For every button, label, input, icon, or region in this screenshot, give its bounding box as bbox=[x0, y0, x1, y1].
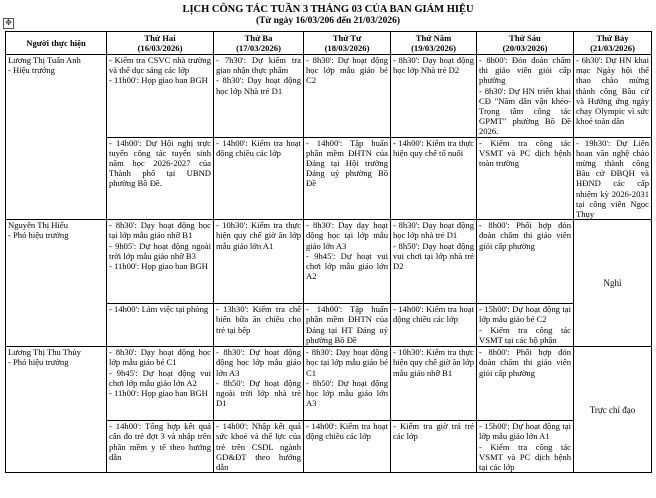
header-day-mon: Thứ Hai (16/03/2026) bbox=[107, 32, 214, 55]
schedule-cell: - 14h00': Tổng hợp kết quả cân đo trẻ đợt 3 và nhập trên phần mềm y tế theo hướng dẫn bbox=[107, 421, 214, 473]
schedule-cell: - 8h30': Dạy hoạt động học lớp mẫu giáo bé C1 - 9h45': Dự hoạt động vui chơi lớp mẫu giáo lớn A2 - 11h00': Họp giao ban BGH bbox=[107, 347, 214, 421]
schedule-cell: - 14h00': Dự Hội nghị trực tuyến công tác tuyển sinh năm học 2026-2027 của Thành phố tại UBND phường Bồ Đề. bbox=[107, 137, 214, 220]
schedule-cell: - 10h30': Kiểm tra thực hiện quy chế giờ ăn lớp mẫu giáo nhỡ B1 bbox=[391, 347, 477, 421]
schedule-cell: - 14h00': Kiểm tra hoạt động chiều các lớp bbox=[304, 421, 391, 473]
header-day-fri: Thứ Sáu (20/03/2026) bbox=[477, 32, 574, 55]
schedule-cell: - 13h30': Kiểm tra chế biến bữa ăn chiều cho trẻ tại bếp bbox=[214, 304, 304, 347]
schedule-cell: - Kiểm tra CSVC nhà trường và thể dục sáng các lớp - 11h00': Họp giao ban BGH bbox=[107, 55, 214, 138]
page-header bbox=[0, 4, 656, 27]
person-name: Lương Thị Thu Thủy bbox=[8, 347, 81, 358]
schedule-cell: - 8h00': Đón đoàn chấm thi giáo viên giỏi cấp phường - 8h30': Dự HN triển khai CĐ "Năm dân vận khéo- Trọng tâm công tác GPMT" phường Bồ Đề 2026. bbox=[477, 55, 574, 138]
table-row bbox=[6, 220, 652, 304]
person-cell bbox=[6, 347, 107, 473]
table-header-row bbox=[6, 32, 652, 55]
schedule-cell: - 8h00': Phối hợp đón đoàn chấm thi giáo viên giỏi cấp phường bbox=[477, 220, 574, 304]
schedule-cell: - 7h30': Dự kiểm tra giao nhận thực phẩm - 8h30': Dạy hoạt động học lớp Nhà trẻ D1 bbox=[214, 55, 304, 138]
schedule-cell: - 6h30': Dự HN khai mạc Ngày hội thể thao chào mừng thành công Bầu cử và Hưởng ứng ngày chạy Olympic vì sức khoẻ toàn dân bbox=[574, 55, 652, 138]
schedule-cell-off: Nghỉ bbox=[574, 220, 652, 347]
header-day-tue: Thứ Ba (17/03/2026) bbox=[214, 32, 304, 55]
person-role: - Hiệu trưởng bbox=[8, 65, 55, 76]
schedule-cell: - 14h00': Làm việc tại phòng bbox=[107, 304, 214, 347]
schedule-cell: - 15h00': Dự hoạt động tại lớp mẫu giáo lớn A1 - Kiểm tra công tác VSMT và PC dịch bệnh tại các lớp bbox=[477, 421, 574, 473]
person-role: - Phó hiệu trưởng bbox=[8, 230, 69, 241]
schedule-cell: - 8h30': Dạy hoạt động học lớp nhà trẻ D1 - 8h50': Dạy hoạt động vui chơi tại lớp nhà trẻ D2 bbox=[391, 220, 477, 304]
table-row bbox=[6, 55, 652, 138]
schedule-cell: - 14h00': Nhập kết quả sức khoẻ và thể lực của trẻ trên CSDL ngành GD&ĐT theo hướng dẫn bbox=[214, 421, 304, 473]
header-person: Người thực hiện bbox=[6, 32, 107, 55]
table-move-handle-icon[interactable]: ✥ bbox=[3, 18, 14, 29]
schedule-cell: - 10h30': Kiểm tra thực hiện quy chế giờ ăn lớp mẫu giáo lớn A1 bbox=[214, 220, 304, 304]
schedule-cell: - 8h30': Dự hoạt động học lớp mẫu giáo bé C2 bbox=[304, 55, 391, 138]
schedule-table bbox=[5, 31, 652, 473]
schedule-cell: - 14h00': Tập huấn phần mềm ĐHTN của Đảng tại HT Đảng uỷ phường Bồ Đề bbox=[304, 304, 391, 347]
person-cell bbox=[6, 55, 107, 220]
header-day-wed: Thứ Tư (18/03/2026) bbox=[304, 32, 391, 55]
schedule-cell: - 8h30': Dạy dạy hoạt động học tại lớp mẫu giáo lớn A3 - 9h45': Dự hoạt vui chơi lớp mẫu giáo lớn A2 bbox=[304, 220, 391, 304]
header-day-sat: Thứ Bảy (21/03/2026) bbox=[574, 32, 652, 55]
schedule-cell: - 14h00': Kiểm tra thực hiện quy chế tổ nuôi bbox=[391, 137, 477, 220]
schedule-cell: - 8h30': Dạy hoạt động học tại lớp mẫu giáo nhỡ B1 - 9h05': Dự hoạt động ngoài trời lớp mẫu giáo nhỡ B3 - 11h00': Họp giao ban BGH bbox=[107, 220, 214, 304]
schedule-cell-duty: Trực chỉ đạo bbox=[574, 347, 652, 473]
schedule-cell: - 8h00': Phối hợp đón đoàn chấm thi giáo viên giỏi cấp phường bbox=[477, 347, 574, 421]
schedule-cell: - 14h00': Kiểm tra hoạt động chiều các lớp bbox=[214, 137, 304, 220]
page-title: LỊCH CÔNG TÁC TUẦN 3 THÁNG 03 CỦA BAN GIÁM HIỆU bbox=[182, 4, 474, 15]
schedule-cell: - Kiểm tra công tác VSMT và PC dịch bệnh toàn trường bbox=[477, 137, 574, 220]
page-subtitle: (Từ ngày 16/03/206 đến 21/03/2026) bbox=[256, 16, 400, 26]
person-name: Nguyễn Thị Hiếu bbox=[8, 220, 68, 231]
person-cell bbox=[6, 220, 107, 347]
schedule-cell: - 14h00': Kiểm tra hoạt động chiều các lớp bbox=[391, 304, 477, 347]
person-name: Lương Thị Tuấn Anh bbox=[8, 55, 81, 65]
schedule-cell: - 8h30': Dự hoạt động động học lớp mẫu giáo lớn A3 - 8h50': Dự hoạt động ngoài trời lớp nhà trẻ D1 bbox=[214, 347, 304, 421]
schedule-cell: - 8h30': Dạy hoạt động học tại lớp mẫu giáo bé C1 - 8h50': Dự hoạt động học lớp mẫu giáo lớn A3 bbox=[304, 347, 391, 421]
schedule-cell: - 19h30': Dự Liên hoan văn nghệ chào mừng thành công Bầu cử ĐBQH và HĐND các cấp nhiệm kỳ 2026-2031 tại công viên Ngọc Thụy bbox=[574, 137, 652, 220]
schedule-cell: - Kiểm tra giờ trả trẻ các lớp bbox=[391, 421, 477, 473]
table-row bbox=[6, 347, 652, 421]
person-role: - Phó hiệu trưởng bbox=[8, 357, 69, 368]
header-day-thu: Thứ Năm (19/03/2026) bbox=[391, 32, 477, 55]
schedule-cell: - 15h00': Dự hoạt động tại lớp mẫu giáo bé C2 - Kiểm tra công tác VSMT tại các bộ phận bbox=[477, 304, 574, 347]
schedule-cell: - 14h00': Tập huấn phần mềm ĐHTN của Đảng tại Hội trường Đảng uỷ phường Bồ Đề bbox=[304, 137, 391, 220]
schedule-cell: - 8h30': Dạy hoạt động học lớp Nhà trẻ D2 bbox=[391, 55, 477, 138]
